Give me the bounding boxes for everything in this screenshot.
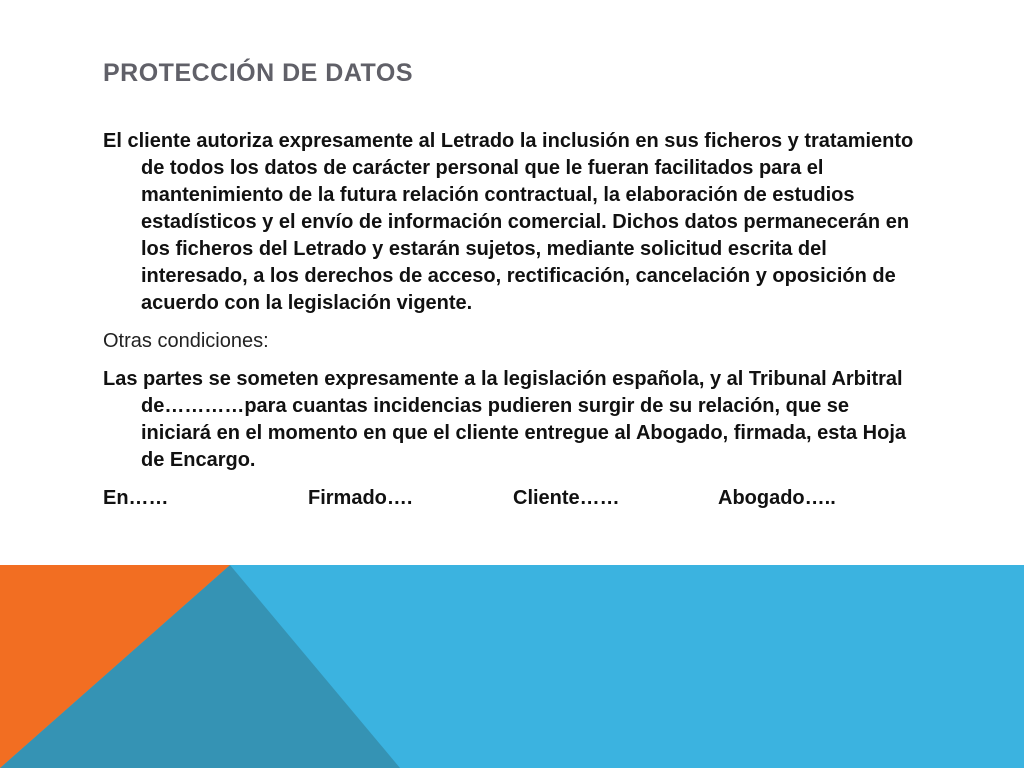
slide-title: PROTECCIÓN DE DATOS: [103, 59, 413, 87]
footer-decoration: [0, 565, 1024, 768]
signature-signed: Firmado….: [308, 487, 413, 509]
data-protection-paragraph: El cliente autoriza expresamente al Letrado la inclusión en sus ficheros y tratamiento de todos los datos de carácter personal que le fueran facilitados para el mantenimiento de la futura relación contractual, la elaboración de estudios estadísticos y el envío de información comercial. Dichos datos permanecerán en los ficheros del Letrado y estarán sujetos, mediante solicitud escrita del interesado, a los derechos de acceso, rectificación, cancelación y oposición de acuerdo con la legislación vigente.: [103, 130, 914, 314]
jurisdiction-paragraph: Las partes se someten expresamente a la legislación española, y al Tribunal Arbitral de…………para cuantas incidencias pudieren surgir de su relación, que se iniciará en el momento en que el cliente entregue al Abogado, firmada, esta Hoja de Encargo.: [103, 368, 907, 471]
slide-body: [103, 128, 923, 512]
signature-place: En……: [103, 487, 169, 509]
signature-row: [103, 485, 923, 512]
other-conditions-heading: Otras condiciones:: [103, 330, 269, 352]
signature-client: Cliente……: [513, 487, 620, 509]
signature-lawyer: Abogado…..: [718, 487, 836, 509]
